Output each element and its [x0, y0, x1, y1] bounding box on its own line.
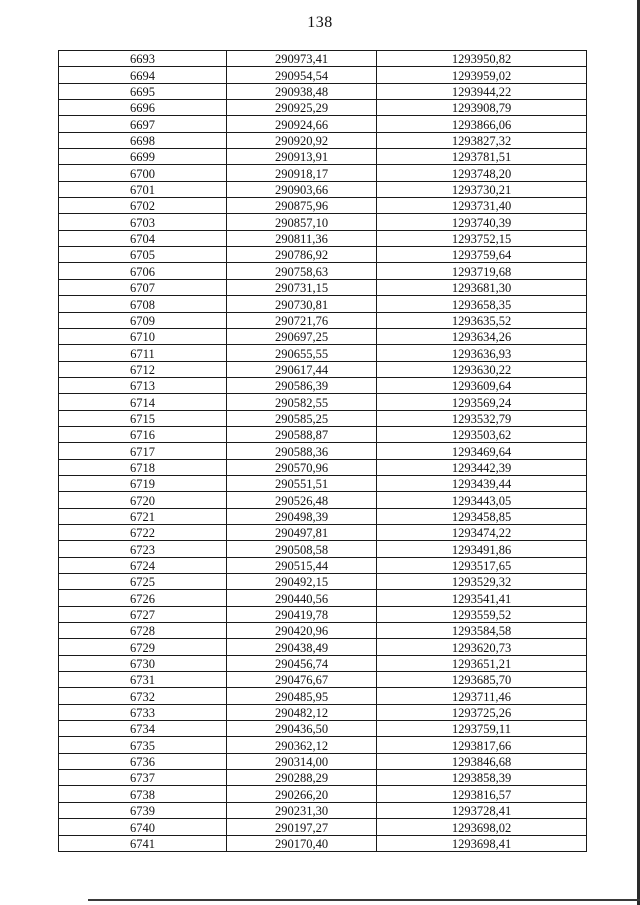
x-coordinate-cell: 290288,29 — [227, 770, 377, 786]
point-number-cell: 6735 — [59, 737, 227, 753]
x-coordinate-cell: 290811,36 — [227, 230, 377, 246]
table-row — [59, 51, 587, 67]
x-coordinate-cell: 290588,87 — [227, 426, 377, 442]
x-coordinate-cell: 290485,95 — [227, 688, 377, 704]
x-coordinate-cell: 290419,78 — [227, 606, 377, 622]
point-number-cell: 6728 — [59, 623, 227, 639]
point-number-cell: 6736 — [59, 753, 227, 769]
point-number-cell: 6734 — [59, 721, 227, 737]
x-coordinate-cell: 290508,58 — [227, 541, 377, 557]
table-row — [59, 312, 587, 328]
x-coordinate-cell: 290436,50 — [227, 721, 377, 737]
table-row — [59, 721, 587, 737]
x-coordinate-cell: 290655,55 — [227, 345, 377, 361]
table-row — [59, 198, 587, 214]
y-coordinate-cell: 1293620,73 — [377, 639, 587, 655]
y-coordinate-cell: 1293846,68 — [377, 753, 587, 769]
x-coordinate-cell: 290924,66 — [227, 116, 377, 132]
y-coordinate-cell: 1293759,64 — [377, 247, 587, 263]
point-number-cell: 6719 — [59, 475, 227, 491]
y-coordinate-cell: 1293719,68 — [377, 263, 587, 279]
table-row — [59, 606, 587, 622]
table-row — [59, 737, 587, 753]
table-row — [59, 149, 587, 165]
table-row — [59, 655, 587, 671]
y-coordinate-cell: 1293730,21 — [377, 181, 587, 197]
point-number-cell: 6697 — [59, 116, 227, 132]
point-number-cell: 6693 — [59, 51, 227, 67]
y-coordinate-cell: 1293728,41 — [377, 802, 587, 818]
x-coordinate-cell: 290585,25 — [227, 410, 377, 426]
table-row — [59, 230, 587, 246]
table-row — [59, 410, 587, 426]
x-coordinate-cell: 290918,17 — [227, 165, 377, 181]
x-coordinate-cell: 290582,55 — [227, 394, 377, 410]
x-coordinate-cell: 290903,66 — [227, 181, 377, 197]
y-coordinate-cell: 1293725,26 — [377, 704, 587, 720]
x-coordinate-cell: 290362,12 — [227, 737, 377, 753]
y-coordinate-cell: 1293858,39 — [377, 770, 587, 786]
x-coordinate-cell: 290515,44 — [227, 557, 377, 573]
y-coordinate-cell: 1293816,57 — [377, 786, 587, 802]
y-coordinate-cell: 1293651,21 — [377, 655, 587, 671]
table-row — [59, 394, 587, 410]
point-number-cell: 6723 — [59, 541, 227, 557]
point-number-cell: 6696 — [59, 100, 227, 116]
x-coordinate-cell: 290314,00 — [227, 753, 377, 769]
x-coordinate-cell: 290913,91 — [227, 149, 377, 165]
table-row — [59, 67, 587, 83]
point-number-cell: 6726 — [59, 590, 227, 606]
table-row — [59, 165, 587, 181]
y-coordinate-cell: 1293559,52 — [377, 606, 587, 622]
point-number-cell: 6722 — [59, 524, 227, 540]
table-row — [59, 770, 587, 786]
y-coordinate-cell: 1293740,39 — [377, 214, 587, 230]
table-row — [59, 672, 587, 688]
point-number-cell: 6711 — [59, 345, 227, 361]
y-coordinate-cell: 1293944,22 — [377, 83, 587, 99]
x-coordinate-cell: 290920,92 — [227, 132, 377, 148]
point-number-cell: 6710 — [59, 328, 227, 344]
x-coordinate-cell: 290482,12 — [227, 704, 377, 720]
y-coordinate-cell: 1293469,64 — [377, 443, 587, 459]
y-coordinate-cell: 1293517,65 — [377, 557, 587, 573]
y-coordinate-cell: 1293759,11 — [377, 721, 587, 737]
point-number-cell: 6694 — [59, 67, 227, 83]
point-number-cell: 6698 — [59, 132, 227, 148]
x-coordinate-cell: 290588,36 — [227, 443, 377, 459]
point-number-cell: 6729 — [59, 639, 227, 655]
table-row — [59, 459, 587, 475]
table-row — [59, 590, 587, 606]
y-coordinate-cell: 1293609,64 — [377, 377, 587, 393]
table-row — [59, 704, 587, 720]
point-number-cell: 6699 — [59, 149, 227, 165]
point-number-cell: 6706 — [59, 263, 227, 279]
x-coordinate-cell: 290617,44 — [227, 361, 377, 377]
y-coordinate-cell: 1293748,20 — [377, 165, 587, 181]
point-number-cell: 6700 — [59, 165, 227, 181]
table-row — [59, 786, 587, 802]
coordinates-table-body — [59, 51, 587, 852]
point-number-cell: 6732 — [59, 688, 227, 704]
table-row — [59, 345, 587, 361]
x-coordinate-cell: 290266,20 — [227, 786, 377, 802]
x-coordinate-cell: 290954,54 — [227, 67, 377, 83]
x-coordinate-cell: 290925,29 — [227, 100, 377, 116]
point-number-cell: 6721 — [59, 508, 227, 524]
y-coordinate-cell: 1293685,70 — [377, 672, 587, 688]
point-number-cell: 6709 — [59, 312, 227, 328]
y-coordinate-cell: 1293698,41 — [377, 835, 587, 851]
y-coordinate-cell: 1293458,85 — [377, 508, 587, 524]
x-coordinate-cell: 290730,81 — [227, 296, 377, 312]
x-coordinate-cell: 290456,74 — [227, 655, 377, 671]
x-coordinate-cell: 290551,51 — [227, 475, 377, 491]
table-row — [59, 508, 587, 524]
point-number-cell: 6695 — [59, 83, 227, 99]
x-coordinate-cell: 290170,40 — [227, 835, 377, 851]
point-number-cell: 6737 — [59, 770, 227, 786]
x-coordinate-cell: 290438,49 — [227, 639, 377, 655]
y-coordinate-cell: 1293635,52 — [377, 312, 587, 328]
point-number-cell: 6733 — [59, 704, 227, 720]
table-row — [59, 279, 587, 295]
table-row — [59, 524, 587, 540]
point-number-cell: 6724 — [59, 557, 227, 573]
y-coordinate-cell: 1293532,79 — [377, 410, 587, 426]
table-row — [59, 83, 587, 99]
x-coordinate-cell: 290586,39 — [227, 377, 377, 393]
x-coordinate-cell: 290758,63 — [227, 263, 377, 279]
y-coordinate-cell: 1293584,58 — [377, 623, 587, 639]
x-coordinate-cell: 290526,48 — [227, 492, 377, 508]
y-coordinate-cell: 1293731,40 — [377, 198, 587, 214]
table-row — [59, 802, 587, 818]
table-row — [59, 132, 587, 148]
x-coordinate-cell: 290875,96 — [227, 198, 377, 214]
y-coordinate-cell: 1293529,32 — [377, 574, 587, 590]
y-coordinate-cell: 1293752,15 — [377, 230, 587, 246]
point-number-cell: 6739 — [59, 802, 227, 818]
x-coordinate-cell: 290938,48 — [227, 83, 377, 99]
table-row — [59, 328, 587, 344]
table-row — [59, 377, 587, 393]
table-row — [59, 688, 587, 704]
y-coordinate-cell: 1293950,82 — [377, 51, 587, 67]
point-number-cell: 6730 — [59, 655, 227, 671]
table-row — [59, 623, 587, 639]
y-coordinate-cell: 1293443,05 — [377, 492, 587, 508]
point-number-cell: 6707 — [59, 279, 227, 295]
table-row — [59, 557, 587, 573]
y-coordinate-cell: 1293681,30 — [377, 279, 587, 295]
table-row — [59, 574, 587, 590]
point-number-cell: 6703 — [59, 214, 227, 230]
table-row — [59, 116, 587, 132]
point-number-cell: 6715 — [59, 410, 227, 426]
y-coordinate-cell: 1293491,86 — [377, 541, 587, 557]
table-row — [59, 263, 587, 279]
table-row — [59, 214, 587, 230]
x-coordinate-cell: 290498,39 — [227, 508, 377, 524]
y-coordinate-cell: 1293439,44 — [377, 475, 587, 491]
point-number-cell: 6712 — [59, 361, 227, 377]
x-coordinate-cell: 290721,76 — [227, 312, 377, 328]
x-coordinate-cell: 290440,56 — [227, 590, 377, 606]
table-row — [59, 819, 587, 835]
y-coordinate-cell: 1293569,24 — [377, 394, 587, 410]
table-row — [59, 247, 587, 263]
table-row — [59, 639, 587, 655]
table-row — [59, 443, 587, 459]
x-coordinate-cell: 290731,15 — [227, 279, 377, 295]
point-number-cell: 6725 — [59, 574, 227, 590]
x-coordinate-cell: 290973,41 — [227, 51, 377, 67]
x-coordinate-cell: 290570,96 — [227, 459, 377, 475]
point-number-cell: 6727 — [59, 606, 227, 622]
y-coordinate-cell: 1293630,22 — [377, 361, 587, 377]
point-number-cell: 6708 — [59, 296, 227, 312]
x-coordinate-cell: 290786,92 — [227, 247, 377, 263]
y-coordinate-cell: 1293866,06 — [377, 116, 587, 132]
point-number-cell: 6713 — [59, 377, 227, 393]
y-coordinate-cell: 1293959,02 — [377, 67, 587, 83]
y-coordinate-cell: 1293908,79 — [377, 100, 587, 116]
x-coordinate-cell: 290476,67 — [227, 672, 377, 688]
x-coordinate-cell: 290197,27 — [227, 819, 377, 835]
y-coordinate-cell: 1293442,39 — [377, 459, 587, 475]
table-row — [59, 361, 587, 377]
table-row — [59, 835, 587, 851]
point-number-cell: 6718 — [59, 459, 227, 475]
table-row — [59, 541, 587, 557]
table-row — [59, 296, 587, 312]
point-number-cell: 6741 — [59, 835, 227, 851]
point-number-cell: 6716 — [59, 426, 227, 442]
y-coordinate-cell: 1293711,46 — [377, 688, 587, 704]
y-coordinate-cell: 1293474,22 — [377, 524, 587, 540]
table-row — [59, 753, 587, 769]
y-coordinate-cell: 1293781,51 — [377, 149, 587, 165]
x-coordinate-cell: 290492,15 — [227, 574, 377, 590]
point-number-cell: 6731 — [59, 672, 227, 688]
point-number-cell: 6702 — [59, 198, 227, 214]
table-row — [59, 492, 587, 508]
y-coordinate-cell: 1293634,26 — [377, 328, 587, 344]
y-coordinate-cell: 1293636,93 — [377, 345, 587, 361]
y-coordinate-cell: 1293541,41 — [377, 590, 587, 606]
point-number-cell: 6740 — [59, 819, 227, 835]
table-row — [59, 100, 587, 116]
y-coordinate-cell: 1293503,62 — [377, 426, 587, 442]
x-coordinate-cell: 290420,96 — [227, 623, 377, 639]
point-number-cell: 6714 — [59, 394, 227, 410]
x-coordinate-cell: 290497,81 — [227, 524, 377, 540]
table-row — [59, 475, 587, 491]
x-coordinate-cell: 290697,25 — [227, 328, 377, 344]
point-number-cell: 6717 — [59, 443, 227, 459]
x-coordinate-cell: 290231,30 — [227, 802, 377, 818]
y-coordinate-cell: 1293698,02 — [377, 819, 587, 835]
scan-edge-bottom — [88, 899, 640, 901]
coordinates-table — [58, 50, 587, 852]
page-number: 138 — [307, 14, 333, 31]
y-coordinate-cell: 1293817,66 — [377, 737, 587, 753]
table-row — [59, 181, 587, 197]
table-row — [59, 426, 587, 442]
point-number-cell: 6701 — [59, 181, 227, 197]
point-number-cell: 6704 — [59, 230, 227, 246]
point-number-cell: 6738 — [59, 786, 227, 802]
y-coordinate-cell: 1293827,32 — [377, 132, 587, 148]
x-coordinate-cell: 290857,10 — [227, 214, 377, 230]
point-number-cell: 6705 — [59, 247, 227, 263]
point-number-cell: 6720 — [59, 492, 227, 508]
y-coordinate-cell: 1293658,35 — [377, 296, 587, 312]
